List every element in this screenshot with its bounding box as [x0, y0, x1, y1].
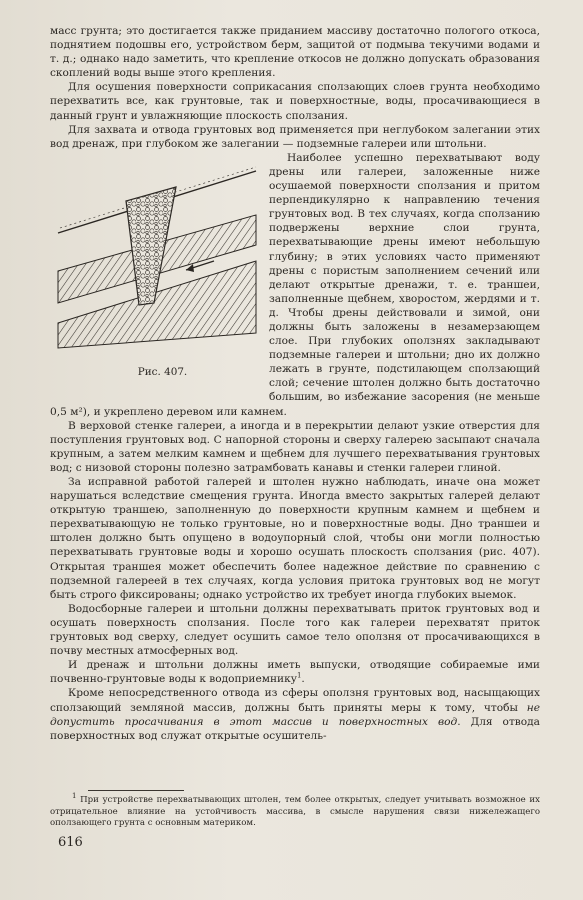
footnote-text: При устройстве перехватывающих штолен, тем более открытых, следует учитывать возможное их отрицательное влияние на устойчивость массива, в смысле нарушения связи нижележащего оползающего грунта с основным материком.: [50, 795, 540, 829]
paragraph-6: За исправной работой галерей и штолен нужно наблюдать, иначе она может нарушаться вследствие смещения грунта. Иногда вместо закрытых галерей делают открытую траншею, заполненную до поверхности крупным камнем и щебнем и перехватывающую не только грунтовые, но и поверхностные воды. Дно траншеи и штолен должно быть опущено в водоупорный слой, чтобы они могли полностью перехватывать грунтовые воды и хорошо осушать плоскость сползания (рис. 407). Открытая траншея может обеспечить более надежное действие по сравнению с подземной галереей в тех случаях, когда условия притока грунтовых вод не могут быть строго фиксированы; однако устройство их требует иногда глубоких выемок.: [50, 476, 540, 601]
paragraph-4-text: Наиболее успешно перехватывают воду дрены или галереи, заложенные ниже осушаемой поверхности сползания и притом перпендикулярно к направлению течения грунтовых вод. В тех случаях, когда сползанию подвержены верхние слои грунта, перехватывающие дрены имеют небольшую глубину; в этих условиях часто применяют дрены с пористым заполнением сечений или делают открытые дренажи, т. е. траншеи, заполненные щебнем, хворостом, жердями и т. д. Чтобы дрены действовали и зимой, они должны быть заложены в незамерзающем слое. При глубоких оползнях закладывают подземные галереи и штольни; дно их должно лежать в грунте, подстилающем сползающий слой; сечение штолен должно быть достаточно большим, во избежание засорения (не меньше 0,5 м²), и укреплено деревом или камнем.: [50, 151, 540, 418]
figure-407: [46, 153, 261, 401]
paragraph-2: Для осушения поверхности соприкасания сползающих слоев грунта необходимо перехватить все, как грунтовые, так и поверхностные, воды, просачивающиеся в данный грунт и увлажняющие плоскость сползания.: [50, 81, 540, 122]
paragraph-9-emphasis: не допустить просачивания в этот массив и поверхностных вод: [50, 701, 540, 728]
paragraph-4: [50, 151, 540, 419]
paragraph-3: Для захвата и отвода грунтовых вод применяется при неглубоком залегании этих вод дренаж, при глубоком же залегании — подземные галереи или штольни.: [50, 123, 540, 150]
figure-caption: Рис. 407.: [137, 365, 188, 378]
page-number: 616: [58, 835, 83, 850]
paragraph-9-end: . Для отвода поверхностных вод служат открытые осушитель-: [50, 715, 540, 742]
paragraph-8-end: .: [301, 673, 305, 686]
footnote-ref: 1: [296, 671, 302, 680]
footnote: [50, 792, 540, 830]
footnote-marker: 1: [72, 792, 77, 801]
paragraph-7: Водосборные галереи и штольни должны перехватывать приток грунтовых вод и осушать поверхность сползания. После того как галереи перехватят приток грунтовых вод сверху, следует осушить самое тело оползня от просачивающихся в почву местных атмосферных вод.: [50, 602, 540, 658]
body-text: [50, 24, 540, 743]
paragraph-8: [50, 658, 540, 686]
paragraph-5: В верховой стенке галереи, а иногда и в перекрытии делают узкие отверстия для поступления грунтовых вод. С напорной стороны и сверху галерею засыпают сначала крупным, а затем мелким камнем и щебнем для лучшего перехватывания грунтовых вод; с низовой стороны полезно затрамбовать канавы и стенки галереи глиной.: [50, 419, 540, 474]
trench-drain-illustration: [46, 153, 261, 358]
paragraph-1: масс грунта; это достигается также приданием массиву достаточно пологого откоса, поднятием подошвы его, устройством берм, защитой от подмыва текучими водами и т. д.; однако надо заметить, что крепление откосов не должно допускать образования скоплений воды выше этого крепления.: [50, 25, 540, 80]
paragraph-8-text: И дренаж и штольни должны иметь выпуски, отводящие собираемые ими почвенно-грунтовые воды к водоприемнику: [50, 659, 540, 686]
footnote-divider: [88, 790, 184, 791]
paragraph-9: [50, 686, 540, 742]
paragraph-9-start: Кроме непосредственного отвода из сферы оползня грунтовых вод, насыщающих сползающий земляной массив, должны быть приняты меры к тому, чтобы: [50, 687, 540, 714]
